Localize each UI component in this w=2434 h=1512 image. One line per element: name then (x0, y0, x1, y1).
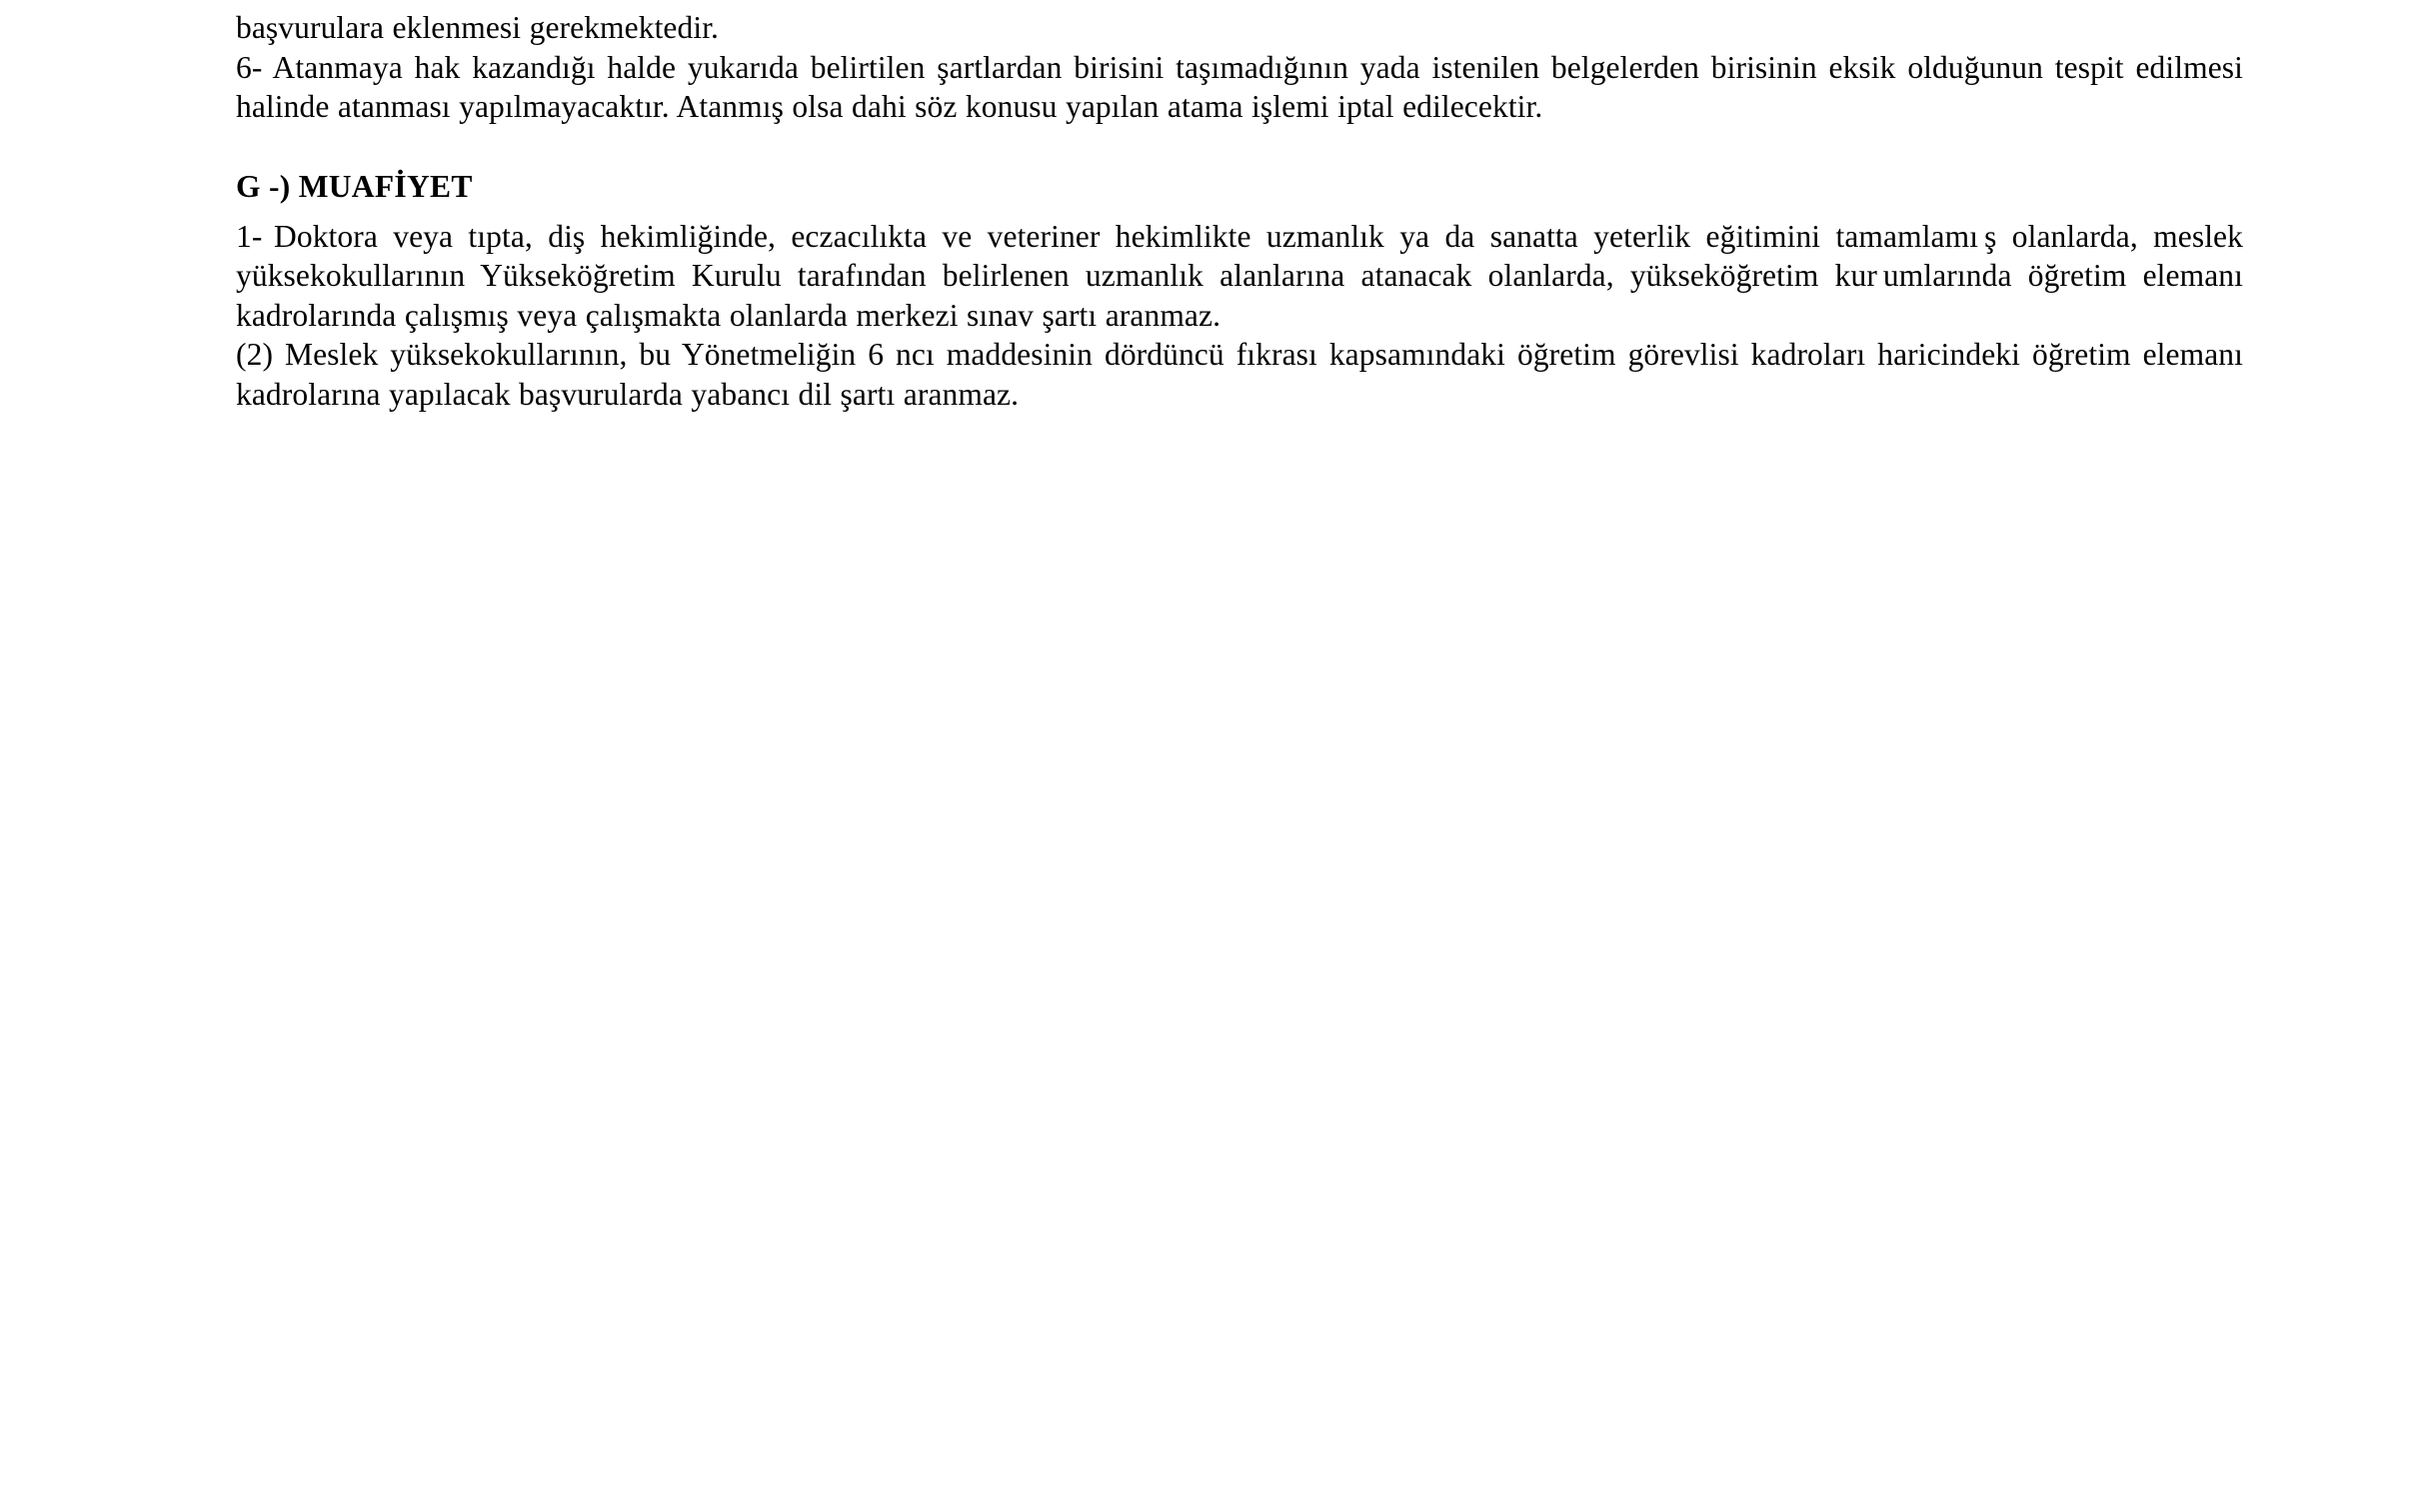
paragraph-item-6: 6- Atanmaya hak kazandığı halde yukarıda belirtilen şartlardan birisini taşımadığının yada istenilen belgelerden birisinin eksik olduğunun tespit edilmesi halinde atanması yapılmayacaktır. Atanmış olsa dahi söz konusu yapılan atama işlemi iptal edilecektir. (236, 49, 2243, 124)
spacer-before-heading (236, 127, 2243, 167)
paragraph-item-2: (2) Meslek yüksekokullarının, bu Yönetmeliğin 6 ncı maddesinin dördüncü fıkrası kapsamındaki öğretim görevlisi kadroları haricindeki öğretim elemanı kadrolarına yapılacak başvurularda yabancı dil şartı aranmaz. (236, 337, 2243, 412)
paragraph-item-1 (236, 217, 2243, 336)
list-item-1-text-b: ş olanlarda, meslek yüksekokullarının Yükseköğretim Kurulu tarafından belirlenen uzmanlık alanlarına atanacak olanlarda, yükseköğretim kur (236, 218, 2243, 293)
list-marker-1: 1- (236, 218, 263, 254)
section-heading-muafiyet: G -) MUAFİYET (236, 168, 473, 204)
list-item-1-text-c: umlarında öğretim elemanı kadrolarında çalışmış veya çalışmakta olanlarda merkezi sınav şartı aranmaz. (236, 258, 2243, 333)
intro-block (236, 8, 2243, 127)
spacer-after-heading (236, 207, 2243, 217)
list-item-1-text-a: Doktora veya tıpta, diş hekimliğinde, eczacılıkta ve veteriner hekimlikte uzmanlık ya da sanatta yeterlik eğitimini tamamlamı (274, 218, 1979, 254)
document-text-body (236, 8, 2243, 414)
paragraph-continuation: başvurulara eklenmesi gerekmektedir. (236, 10, 720, 45)
